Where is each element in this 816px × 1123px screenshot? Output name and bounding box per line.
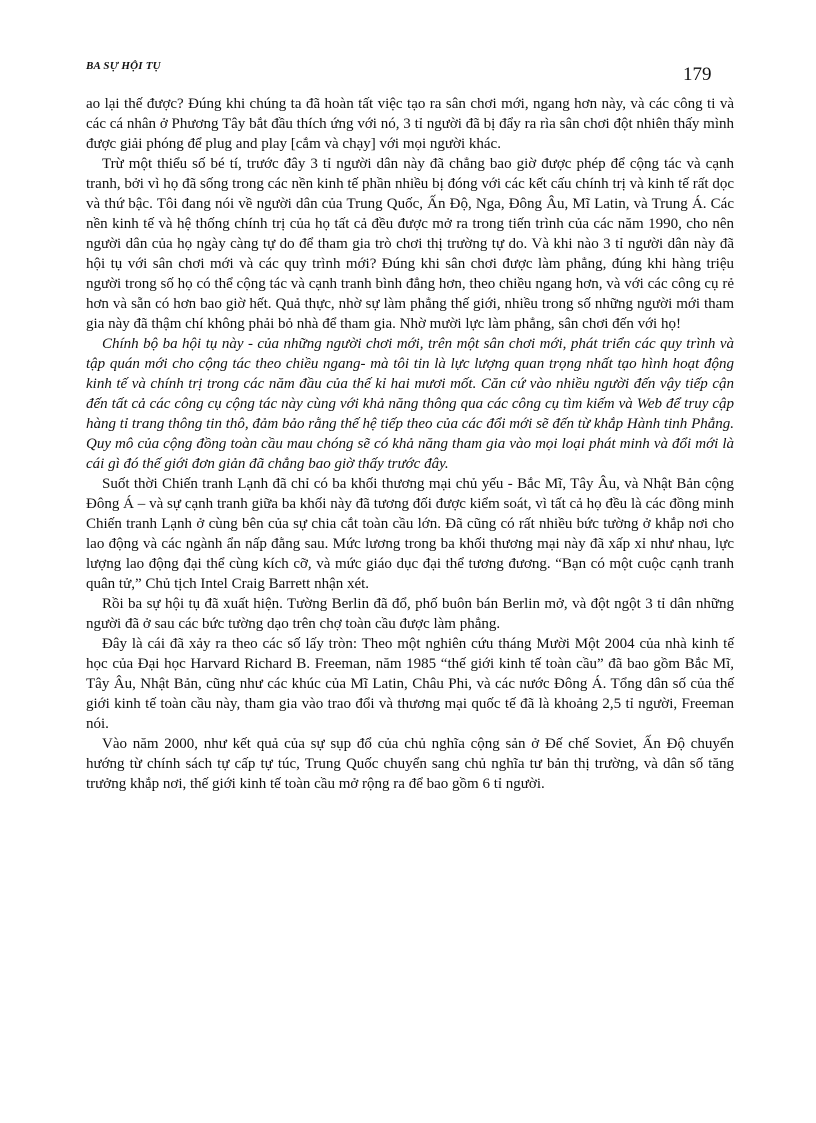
paragraph-6: Đây là cái đã xảy ra theo các số lấy tròn: Theo một nghiên cứu tháng Mười Một 2004 của nhà kinh tế học của Đại học Harvard Richard B. Freeman, năm 1985 “thế giới kinh tế toàn cầu” đã bao gồm Bắc Mĩ, Tây Âu, Nhật Bản, cũng như các khúc của Mĩ Latin, Châu Phi, và các nước Đông Á. Tổng dân số của thế giới kinh tế toàn cầu này, tham gia vào trao đổi và thương mại quốc tế đã là khoảng 2,5 tỉ người, Freeman nói. [86,636,734,732]
paragraph-1: ao lại thế được? Đúng khi chúng ta đã hoàn tất việc tạo ra sân chơi mới, ngang hơn này, và các công ti và các cá nhân ở Phương Tây bắt đầu thích ứng với nó, 3 tỉ người đã bị đẩy ra rìa sân chơi đột nhiên thấy mình được giải phóng để plug and play [cắm và chạy] với mọi người khác. [86,96,734,152]
body-text [86,94,734,794]
paragraph-4: Suốt thời Chiến tranh Lạnh đã chỉ có ba khối thương mại chủ yếu - Bắc Mĩ, Tây Âu, và Nhật Bản cộng Đông Á – và sự cạnh tranh giữa ba khối này đã tương đối được kiểm soát, vì tất cả họ đều là các đồng minh Chiến tranh Lạnh ở cùng bên của sự chia cắt toàn cầu lớn. Đã cũng có rất nhiều bức tường ở khắp nơi cho lao động và các ngành ẩn nấp đằng sau. Mức lương trong ba khối thương mại này đã xấp xỉ như nhau, lực lượng lao động đại thể cùng kích cỡ, và mức giáo dục đại thể tương đương. “Bạn có một cuộc cạnh tranh quân tử,” Chủ tịch Intel Craig Barrett nhận xét. [86,476,734,592]
paragraph-7: Vào năm 2000, như kết quả của sự sụp đổ của chủ nghĩa cộng sản ở Đế chế Soviet, Ấn Độ chuyển hướng từ chính sách tự cấp tự túc, Trung Quốc chuyển sang chủ nghĩa tư bản thị trường, và dân số tăng trưởng khắp nơi, thế giới kinh tế toàn cầu mở rộng ra để bao gồm 6 tỉ người. [86,736,734,792]
paragraph-2: Trừ một thiểu số bé tí, trước đây 3 tỉ người dân này đã chẳng bao giờ được phép để cộng tác và cạnh tranh, bởi vì họ đã sống trong các nền kinh tế phần nhiều bị đóng với các kết cấu chính trị và kinh tế rất dọc và thứ bậc. Tôi đang nói về người dân của Trung Quốc, Ấn Độ, Nga, Đông Âu, Mĩ Latin, và Trung Á. Các nền kinh tế và hệ thống chính trị của họ tất cả đều được mở ra trong tiến trình của các năm 1990, cho nên người dân của họ ngày càng tự do để tham gia trò chơi thị trường tự do. Và khi nào 3 tỉ người dân này đã hội tụ với sân chơi mới và các quy trình mới? Đúng khi sân chơi được làm phẳng, đúng khi hàng triệu người trong số họ có thể cộng tác và cạnh tranh bình đẳng hơn, theo chiều ngang hơn, và với các công cụ rẻ hơn và sẵn có hơn bao giờ hết. Quả thực, nhờ sự làm phẳng thế giới, nhiều trong số những người mới tham gia này đã thậm chí không phải bỏ nhà để tham gia. Nhờ mười lực làm phẳng, sân chơi đến với họ! [86,156,734,332]
paragraph-3-italic: Chính bộ ba hội tụ này - của những người chơi mới, trên một sân chơi mới, phát triển các quy trình và tập quán mới cho cộng tác theo chiều ngang- mà tôi tin là lực lượng quan trọng nhất tạo hình hoạt động kinh tế và chính trị trong các năm đầu của thế kỉ hai mươi mốt. Căn cứ vào nhiều người đến vậy tiếp cận đến tất cả các công cụ cộng tác này cùng với khả năng thông qua các công cụ tìm kiếm và Web để truy cập hàng tỉ trang thông tin thô, đảm bảo rằng thế hệ tiếp theo của các đổi mới sẽ đến từ khắp Hành tinh Phẳng. Quy mô của cộng đồng toàn cầu mau chóng sẽ có khả năng tham gia vào mọi loại phát minh và đổi mới là cái gì đó thế giới đơn giản đã chẳng bao giờ thấy trước đây. [86,336,734,472]
page-number: 179 [683,64,712,85]
paragraph-5: Rồi ba sự hội tụ đã xuất hiện. Tường Berlin đã đổ, phố buôn bán Berlin mở, và đột ngột 3 tỉ dân những người đã ở sau các bức tường dạo trên chợ toàn cầu được làm phẳng. [86,596,734,632]
running-head: BA SỰ HỘI TỤ [86,60,161,72]
